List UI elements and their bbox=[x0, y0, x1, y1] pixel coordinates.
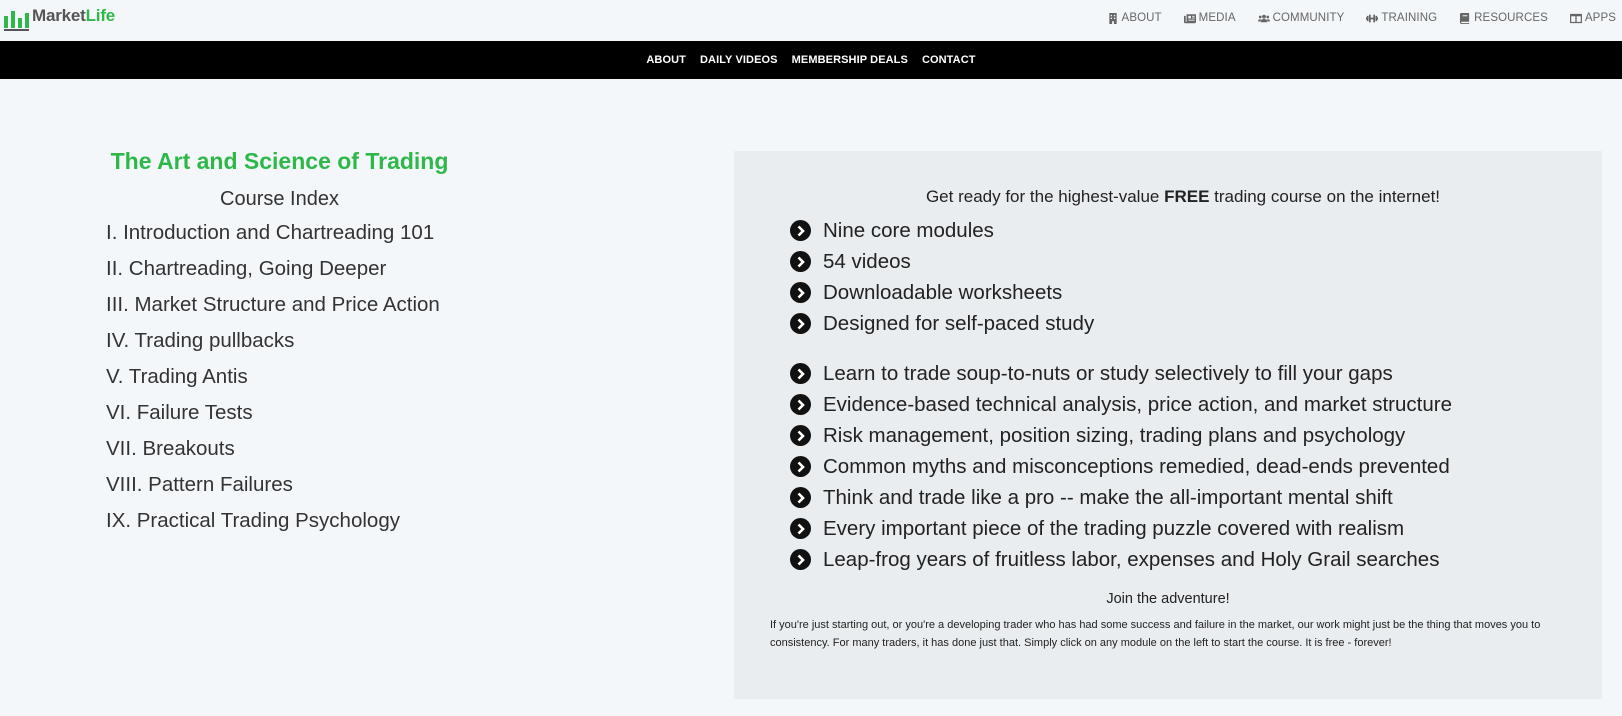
module-link-8[interactable]: VIII. Pattern Failures bbox=[106, 473, 293, 496]
module-link-1[interactable]: I. Introduction and Chartreading 101 bbox=[106, 221, 435, 244]
feature-item: Think and trade like a pro -- make the all-important mental shift bbox=[790, 482, 1452, 513]
module-link-4[interactable]: IV. Trading pullbacks bbox=[106, 329, 295, 352]
users-icon bbox=[1258, 13, 1270, 24]
chevron-right-icon bbox=[790, 220, 811, 241]
course-title: The Art and Science of Trading bbox=[110, 148, 449, 174]
feature-item: Every important piece of the trading puzzle covered with realism bbox=[790, 513, 1452, 544]
secondary-nav-bar bbox=[0, 41, 1622, 79]
feature-item: Nine core modules bbox=[790, 215, 1094, 246]
top-header bbox=[0, 0, 1622, 41]
module-link-2[interactable]: II. Chartreading, Going Deeper bbox=[106, 257, 387, 280]
window-icon bbox=[1570, 13, 1582, 24]
course-index-heading: Course Index bbox=[220, 188, 339, 210]
feature-item: Evidence-based technical analysis, price action, and market structure bbox=[790, 389, 1452, 420]
module-list bbox=[106, 215, 556, 539]
feature-item: Common myths and misconceptions remedied, dead-ends prevented bbox=[790, 451, 1452, 482]
module-link-6[interactable]: VI. Failure Tests bbox=[106, 401, 253, 424]
top-nav-media[interactable]: MEDIA bbox=[1184, 12, 1236, 24]
newspaper-icon bbox=[1184, 13, 1196, 24]
top-nav-about[interactable]: ABOUT bbox=[1107, 12, 1162, 24]
chevron-right-icon bbox=[790, 487, 811, 508]
module-link-5[interactable]: V. Trading Antis bbox=[106, 365, 248, 388]
top-nav-apps[interactable]: APPS bbox=[1570, 12, 1616, 24]
feature-item: 54 videos bbox=[790, 246, 1094, 277]
feature-item: Leap-frog years of fruitless labor, expenses and Holy Grail searches bbox=[790, 544, 1452, 575]
feature-item: Downloadable worksheets bbox=[790, 277, 1094, 308]
feature-item: Risk management, position sizing, trading plans and psychology bbox=[790, 420, 1452, 451]
marketlife-logo[interactable] bbox=[4, 7, 115, 31]
secondary-nav bbox=[639, 54, 982, 66]
module-link-3[interactable]: III. Market Structure and Price Action bbox=[106, 293, 440, 316]
panel-blurb: If you're just starting out, or you're a developing trader who has had some success and failure in the market, our work might just be the thing that moves you to consistency. For many traders, it has done just that. Simply click on any module on the left to start the course. It is free - forever! bbox=[770, 619, 1541, 649]
feature-list-top bbox=[790, 215, 1094, 339]
sub-nav-about[interactable]: ABOUT bbox=[646, 54, 686, 66]
book-icon bbox=[1459, 13, 1471, 24]
bar-chart-logo-icon bbox=[4, 7, 29, 31]
course-index-section bbox=[106, 148, 556, 539]
top-nav-community[interactable]: COMMUNITY bbox=[1258, 12, 1345, 24]
panel-intro: Get ready for the highest-value FREE trading course on the internet! bbox=[925, 187, 1441, 206]
chevron-right-icon bbox=[790, 425, 811, 446]
top-nav bbox=[1107, 0, 1622, 36]
sub-nav-contact[interactable]: CONTACT bbox=[921, 54, 976, 66]
module-link-7[interactable]: VII. Breakouts bbox=[106, 437, 235, 460]
sub-nav-membership-deals[interactable]: MEMBERSHIP DEALS bbox=[791, 54, 908, 66]
course-info-panel bbox=[734, 151, 1602, 699]
dumbbell-icon bbox=[1366, 13, 1378, 24]
top-nav-resources[interactable]: RESOURCES bbox=[1459, 12, 1548, 24]
module-link-9[interactable]: IX. Practical Trading Psychology bbox=[106, 509, 400, 532]
chevron-right-icon bbox=[790, 518, 811, 539]
chevron-right-icon bbox=[790, 363, 811, 384]
feature-item: Designed for self-paced study bbox=[790, 308, 1094, 339]
top-nav-training[interactable]: TRAINING bbox=[1366, 12, 1437, 24]
chevron-right-icon bbox=[790, 313, 811, 334]
chevron-right-icon bbox=[790, 394, 811, 415]
chevron-right-icon bbox=[790, 549, 811, 570]
chevron-right-icon bbox=[790, 282, 811, 303]
feature-item: Learn to trade soup-to-nuts or study selectively to fill your gaps bbox=[790, 358, 1452, 389]
chevron-right-icon bbox=[790, 456, 811, 477]
sub-nav-daily-videos[interactable]: DAILY VIDEOS bbox=[700, 54, 778, 66]
building-icon bbox=[1107, 13, 1119, 24]
join-heading: Join the adventure! bbox=[1106, 591, 1230, 607]
chevron-right-icon bbox=[790, 251, 811, 272]
logo-text: MarketLife bbox=[32, 6, 116, 25]
feature-list-bottom bbox=[790, 358, 1452, 575]
